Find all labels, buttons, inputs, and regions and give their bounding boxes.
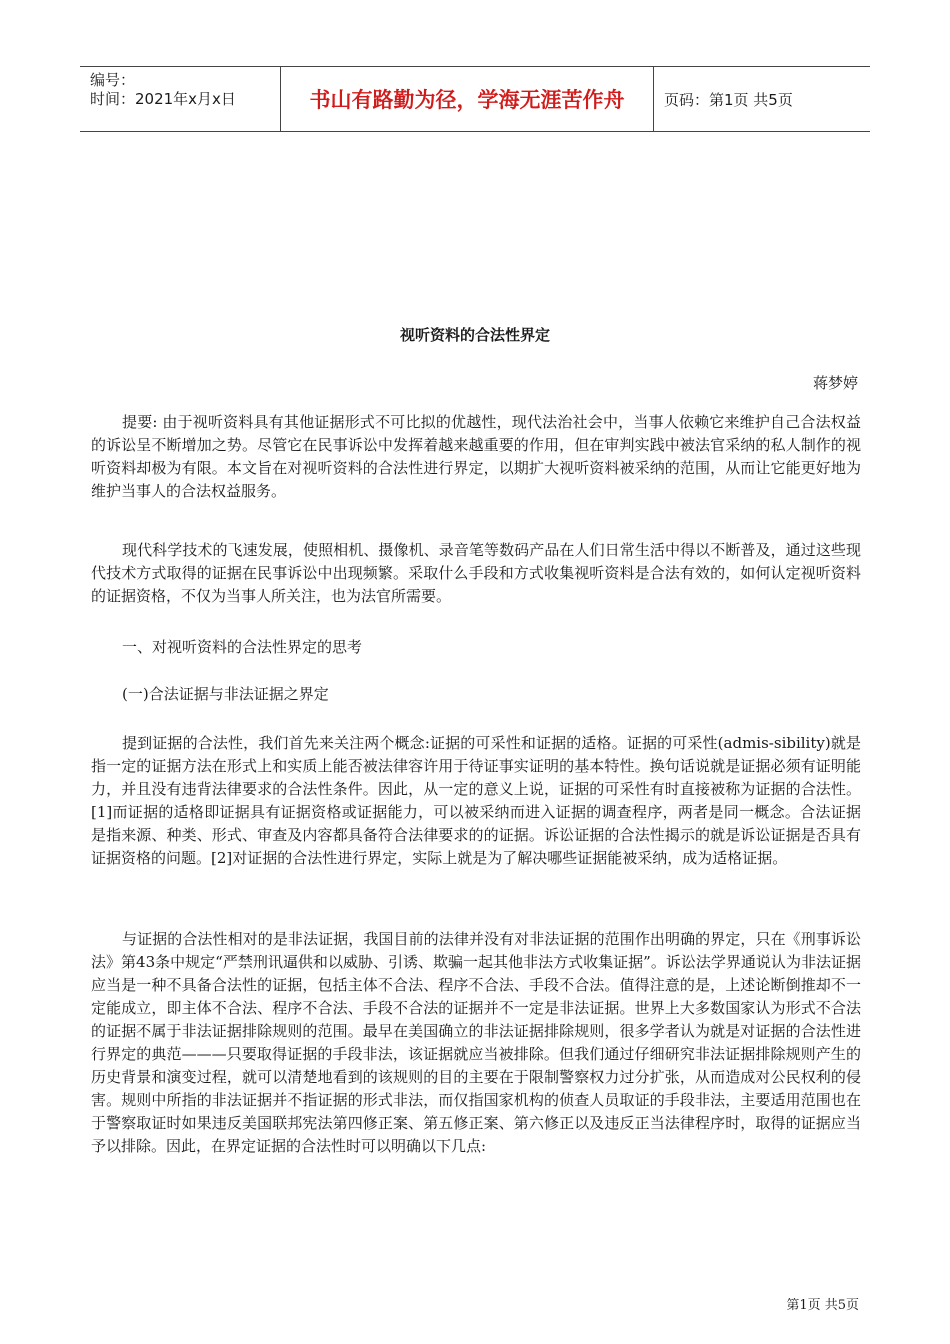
section-heading: 一、对视听资料的合法性界定的思考 [122, 638, 363, 656]
header-motto: 书山有路勤为径，学海无涯苦作舟 [281, 67, 654, 131]
body-paragraph: 提到证据的合法性，我们首先来关注两个概念:证据的可采性和证据的适格。证据的可采性(admis-sibility)就是指一定的证据方法在形式上和实质上能否被法律容许用于待证事实证明的基本特性。换句话说就是证据必须有证明能力，并且没有违背法律要求的合法性条件。因此，从一定的意义上说，证据的可采性有时直接被称为证据的合法性。[1]而证据的适格即证据具有证据资格或证据能力，可以被采纳而进入证据的调查程序，两者是同一概念。合法证据是指来源、种类、形式、审查及内容都具备符合法律要求的的证据。诉讼证据的合法性揭示的就是诉讼证据是否具有证据资格的问题。[2]对证据的合法性进行界定，实际上就是为了解决哪些证据能被采纳，成为适格证据。 [91, 734, 861, 867]
header-page-info: 页码：第1页 共5页 [664, 90, 793, 109]
number-label: 编号： [90, 71, 136, 89]
time-label: 时间：2021年x月x日 [90, 90, 236, 108]
subsection-heading-block [91, 683, 861, 706]
abstract-paragraph: 提要: 由于视听资料具有其他证据形式不可比拟的优越性，现代法治社会中，当事人依赖它来维护自己合法权益的诉讼呈不断增加之势。尽管它在民事诉讼中发挥着越来越重要的作用，但在审判实践中被法官采纳的私人制作的视听资料却极为有限。本文旨在对视听资料的合法性进行界定，以期扩大视听资料被采纳的范围，从而让它能更好地为维护当事人的合法权益服务。 [91, 413, 861, 500]
body-paragraph: 与证据的合法性相对的是非法证据，我国目前的法律并没有对非法证据的范围作出明确的界定，只在《刑事诉讼法》第43条中规定“严禁刑讯逼供和以威胁、引诱、欺骗一起其他非法方式收集证据”。诉讼法学界通说认为非法证据应当是一种不具备合法性的证据，包括主体不合法、程序不合法、手段不合法。值得注意的是，上述论断倒推却不一定能成立，即主体不合法、程序不合法、手段不合法的证据并不一定是非法证据。世界上大多数国家认为形式不合法的证据不属于非法证据排除规则的范围。最早在美国确立的非法证据排除规则，很多学者认为就是对证据的合法性进行界定的典范———只要取得证据的手段非法，该证据就应当被排除。但我们通过仔细研究非法证据排除规则产生的历史背景和演变过程，就可以清楚地看到的该规则的目的主要在于限制警察权力过分扩张，从而造成对公民权利的侵害。规则中所指的非法证据并不指证据的形式非法，而仅指国家机构的侦查人员取证的手段非法，主要适用范围也在于警察取证时如果违反美国联邦宪法第四修正案、第五修正案、第六修正以及违反正当法律程序时，取得的证据应当予以排除。因此，在界定证据的合法性时可以明确以下几点: [91, 930, 861, 1155]
article-author: 蒋梦婷 [812, 374, 858, 392]
page-footer: 第1页 共5页 [786, 1298, 859, 1313]
paragraph-1-block [91, 732, 861, 870]
article-title: 视听资料的合法性界定 [399, 326, 550, 344]
header-meta [80, 67, 281, 131]
paragraph-2-block [91, 928, 861, 1158]
document-header [80, 66, 870, 132]
section-heading-block [91, 636, 861, 659]
subsection-heading: (一)合法证据与非法证据之界定 [122, 685, 329, 703]
intro-paragraph: 现代科学技术的飞速发展，使照相机、摄像机、录音笔等数码产品在人们日常生活中得以不断普及，通过这些现代技术方式取得的证据在民事诉讼中出现频繁。采取什么手段和方式收集视听资料是合法有效的，如何认定视听资料的证据资格，不仅为当事人所关注，也为法官所需要。 [91, 541, 861, 605]
abstract-block [91, 411, 861, 503]
intro-block [91, 539, 861, 608]
